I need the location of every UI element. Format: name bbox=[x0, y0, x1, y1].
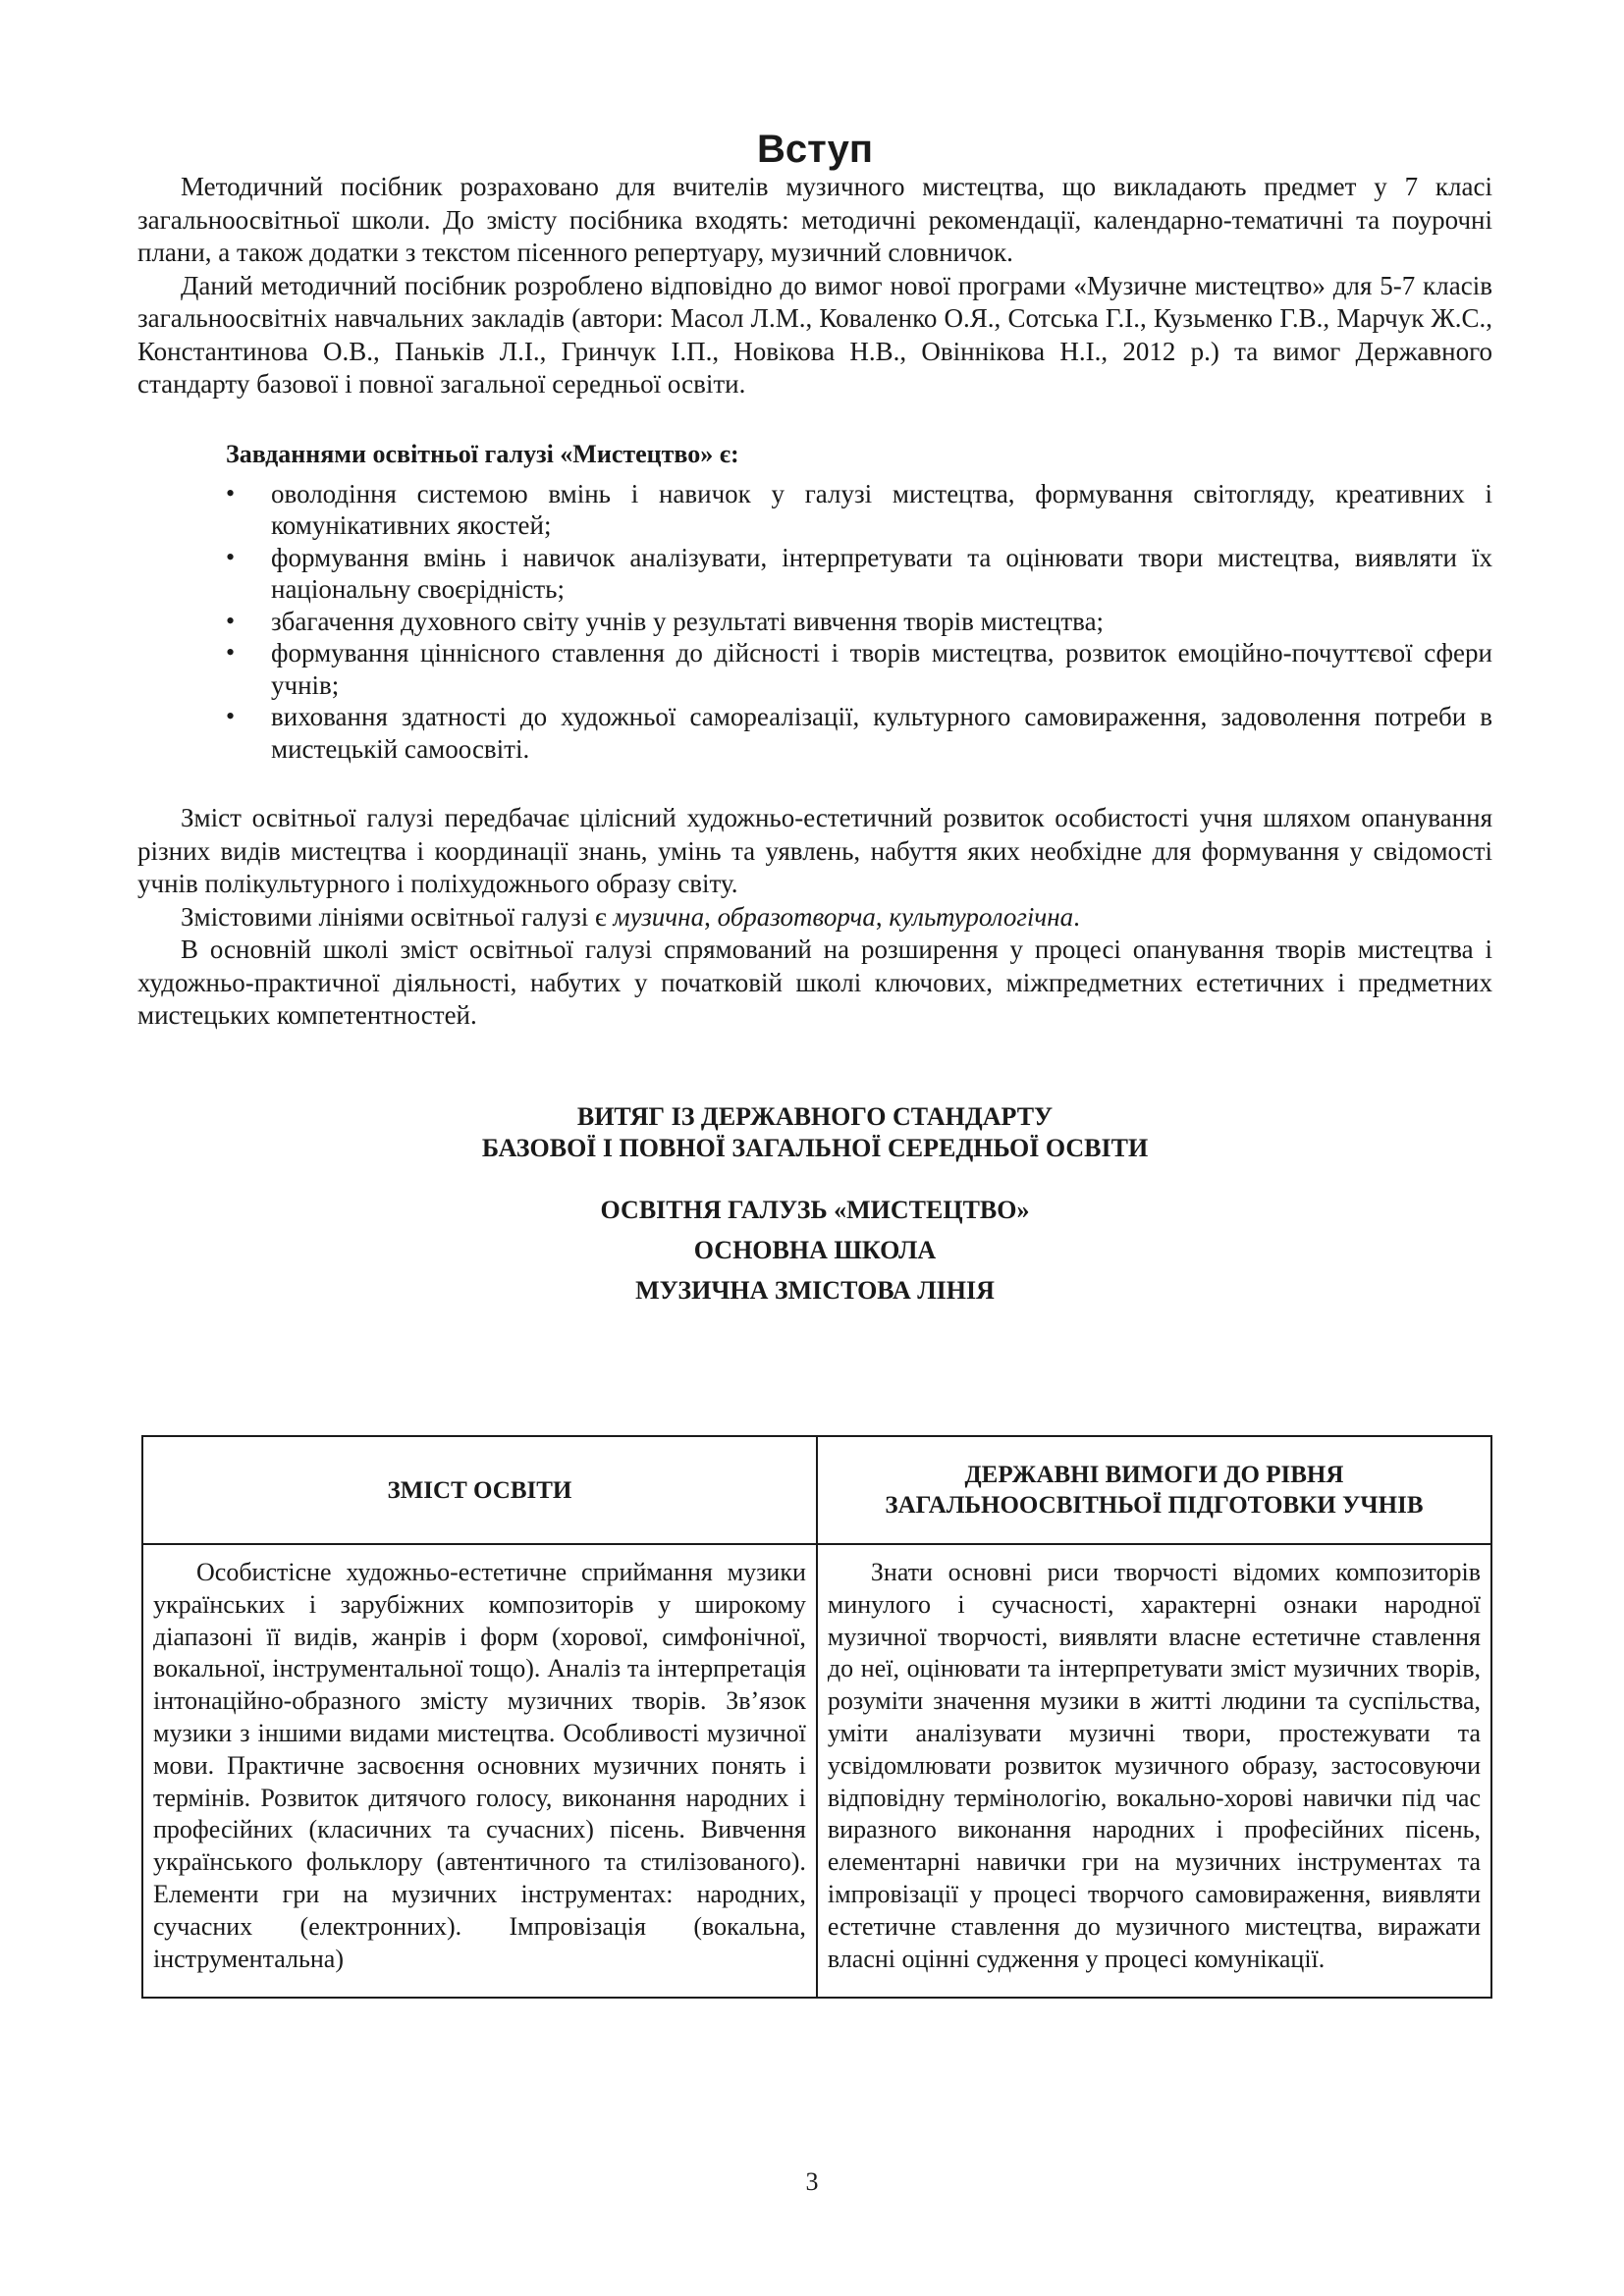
content-paragraph: Зміст освітньої галузі передбачає цілісний художньо-естетичний розвиток особистості учня шляхом опанування різних видів мистецтва і координації знань, умінь та уявлень, набуття яких необхідне для формування у свідомості учнів полікультурного і поліхудожнього образу світу. bbox=[137, 803, 1492, 898]
table-header-content: ЗМІСТ ОСВІТИ bbox=[142, 1436, 817, 1544]
table-header-requirements: ДЕРЖАВНІ ВИМОГИ ДО РІВНЯ ЗАГАЛЬНООСВІТНЬОЇ ПІДГОТОВКИ УЧНІВ bbox=[817, 1436, 1491, 1544]
tasks-list bbox=[226, 478, 1492, 766]
table-cell-requirements: Знати основні риси творчості відомих композиторів минулого і сучасності, характерні ознаки народної музичної творчості, виявляти власне естетичне ставлення до неї, оцінювати та інтерпретувати зміст музичних творів, розуміти значення музики в житті людини та суспільства, уміти аналізувати музичні твори, простежувати та усвідомлювати розвиток музичного образу, застосовуючи відповідну термінологію, вокально-хорові навички під час виразного виконання народних і професійних пісень, елементарні навички гри на музичних інструментах та імпровізації у процесі творчого самовираження, виявляти естетичне ставлення до музичного мистецтва, виражати власні оцінні судження у процесі комунікації. bbox=[817, 1544, 1491, 1998]
bullet-icon: • bbox=[226, 542, 236, 571]
table-row bbox=[142, 1544, 1491, 1998]
list-item: • формування вмінь і навичок аналізувати, інтерпретувати та оцінювати твори мистецтва, виявляти їх національну своєрідність; bbox=[226, 542, 1492, 604]
line-visual: образотворча bbox=[717, 901, 876, 932]
list-item: • формування ціннісного ставлення до дійсності і творів мистецтва, розвиток емоційно-почуттєвої сфери учнів; bbox=[226, 638, 1492, 700]
bullet-icon: • bbox=[226, 638, 236, 667]
table-cell-content: Особистісне художньо-естетичне сприймання музики українських і зарубіжних композиторів у широкому діапазоні її видів, жанрів і форм (хорової, симфонічної, вокальної, інструментальної тощо). Аналіз та інтерпретація інтонаційно-образного змісту музичних творів. Зв’язок музики з іншими видами мистецтва. Особливості музичної мови. Практичне засвоєння основних музичних понять і термінів. Розвиток дитячого голосу, виконання народних і професійних (класичних та сучасних) пісень. Вивчення українського фольклору (автентичного та стилізованого). Елементи гри на музичних інструментах: народних, сучасних (електронних). Імпровізація (вокальна, інструментальна) bbox=[142, 1544, 817, 1998]
content-lines-paragraph: Змістовими лініями освітньої галузі є музична, образотворча, культурологічна. bbox=[181, 901, 1080, 932]
bullet-icon: • bbox=[226, 606, 236, 635]
standard-table bbox=[141, 1435, 1492, 1999]
list-item: • виховання здатності до художньої самореалізації, культурного самовираження, задоволення потреби в мистецькій самоосвіті. bbox=[226, 702, 1492, 764]
line-music: музична bbox=[613, 901, 705, 932]
list-item: • оволодіння системою вмінь і навичок у галузі мистецтва, формування світогляду, креативних і комунікативних якостей; bbox=[226, 478, 1492, 540]
area-title: ОСВІТНЯ ГАЛУЗЬ «МИСТЕЦТВО» ОСНОВНА ШКОЛА МУЗИЧНА ЗМІСТОВА ЛІНІЯ bbox=[600, 1195, 1030, 1305]
intro-paragraph-2: Даний методичний посібник розроблено відповідно до вимог нової програми «Музичне мистецтво» для 5-7 класів загальноосвітніх навчальних закладів (автори: Масол Л.М., Коваленко О.Я., Сотська Г.І., Кузьменко Г.В., Марчук Ж.С., Константинова О.В., Паньків Л.І., Гринчук І.П., Новікова Н.В., Овіннікова Н.І., 2012 р.) та вимог Державного стандарту базової і повної загальної середньої освіти. bbox=[137, 270, 1492, 399]
bullet-icon: • bbox=[226, 478, 236, 507]
school-paragraph: В основній школі зміст освітньої галузі спрямований на розширення у процесі опанування творів мистецтва і художньо-практичної діяльності, набутих у початковій школі ключових, міжпредметних естетичних і предметних мистецьких компетентностей. bbox=[137, 934, 1492, 1030]
standard-title: ВИТЯГ ІЗ ДЕРЖАВНОГО СТАНДАРТУ БАЗОВОЇ І ПОВНОЇ ЗАГАЛЬНОЇ СЕРЕДНЬОЇ ОСВІТИ bbox=[481, 1101, 1149, 1162]
page-content bbox=[137, 118, 1492, 1973]
table-header-row bbox=[142, 1436, 1491, 1544]
list-item: • збагачення духовного світу учнів у результаті вивчення творів мистецтва; bbox=[226, 606, 1105, 636]
intro-paragraph-1: Методичний посібник розраховано для вчителів музичного мистецтва, що викладають предмет у 7 класі загальноосвітньої школи. До змісту посібника входять: методичні рекомендації, календарно-тематичні та поурочні плани, а також додатки з текстом пісенного репертуару, музичний словничок. bbox=[137, 172, 1492, 267]
bullet-icon: • bbox=[226, 702, 236, 730]
page-number: 3 bbox=[805, 2167, 819, 2196]
page-title: Вступ bbox=[756, 128, 874, 171]
tasks-title: Завданнями освітньої галузі «Мистецтво» є: bbox=[226, 439, 739, 468]
line-culture: культурологічна bbox=[889, 901, 1074, 932]
